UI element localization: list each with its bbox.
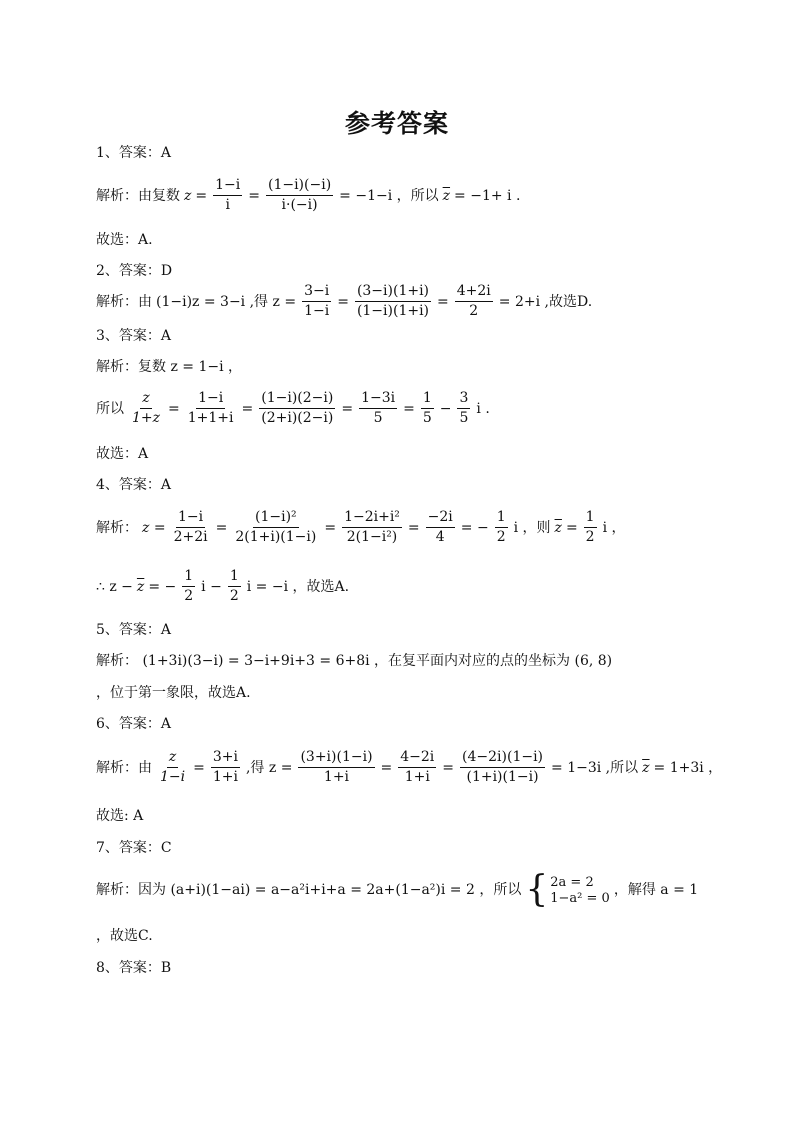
- fraction: $\frac{4-2i}{1+i}$: [400, 749, 435, 786]
- fraction: $\frac{z}{1-i}$: [160, 749, 186, 786]
- fraction: $\frac{1}{2}$: [184, 568, 194, 605]
- fraction: $\frac{(1-i)(-i)}{i\cdot(-i)}$: [267, 177, 332, 214]
- q8-answer: 8、答案：B: [96, 960, 172, 976]
- fraction: $\frac{1-3i}{5}$: [361, 390, 396, 427]
- q3-explanation: 解析：复数 z = 1−i ，: [96, 359, 243, 375]
- equation-system: { 2a = 2 1−a² = 0: [525, 869, 610, 910]
- q1-explanation: 解析：由复数 z = $\frac{1-i}{i}$ = $\frac{(1-i)(-i)}{i\cdot(-i)}$ = −1−i ，所以 $\overline{z}$ = −1+ i .: [96, 177, 521, 214]
- q7-explanation: 解析：因为 (a+i)(1−ai) = a−a²i+i+a = 2a+(1−a²)i = 2 ，所以 { 2a = 2 1−a² = 0 ，解得 a = 1: [96, 869, 699, 910]
- q1-choose: 故选：A.: [96, 232, 153, 248]
- q7-answer: 7、答案：C: [96, 840, 172, 856]
- q2-explanation: 解析：由 (1−i)z = 3−i ,得 z = $\frac{3-i}{1-i}$ = $\frac{(3-i)(1+i)}{(1-i)(1+i)}$ = $\frac{4+2i}{2}$ = 2+i ,故选D.: [96, 283, 593, 320]
- q2-answer: 2、答案：D: [96, 263, 173, 279]
- q7-continuation: ，故选C.: [96, 928, 153, 944]
- q3-derivation: 所以 $\frac{z}{1+z}$ = $\frac{1-i}{1+1+i}$ = $\frac{(1-i)(2-i)}{(2+i)(2-i)}$ = $\frac{1-3i}{5}$ = $\frac{1}{5}$ − $\frac{3}{5}$ i .: [96, 390, 490, 427]
- q3-choose: 故选：A: [96, 446, 149, 462]
- fraction: $\frac{3+i}{1+i}$: [212, 749, 238, 786]
- fraction: $\frac{-2i}{4}$: [427, 509, 453, 546]
- q4-answer: 4、答案：A: [96, 477, 172, 493]
- q3-answer: 3、答案：A: [96, 328, 172, 344]
- fraction: $\frac{1}{2}$: [229, 568, 239, 605]
- fraction: $\frac{(3-i)(1+i)}{(1-i)(1+i)}$: [356, 283, 430, 320]
- q4-explanation: 解析： z = $\frac{1-i}{2+2i}$ = $\frac{\text{(1−i)²}}{2(1+i)(1-i)}$ = $\frac{\text{1−2i+i²}}{\text{2(1−i²)}}$ = $\frac{-2i}{4}$ = − $\frac{1}{2}$ i ，则 $\overline{z}$ = $\frac{1}{2}$ i ，: [96, 509, 626, 546]
- fraction: $\frac{1}{2}$: [585, 509, 595, 546]
- fraction: $\frac{1-i}{2+2i}$: [173, 509, 208, 546]
- fraction: $\frac{(1-i)(2-i)}{(2+i)(2-i)}$: [261, 390, 334, 427]
- q5-continuation: ，位于第一象限，故选A.: [96, 685, 251, 701]
- fraction: $\frac{\text{1−2i+i²}}{\text{2(1−i²)}}$: [344, 509, 400, 546]
- fraction: $\frac{4+2i}{2}$: [456, 283, 491, 320]
- fraction: $\frac{(3+i)(1-i)}{1+i}$: [300, 749, 373, 786]
- fraction: $\frac{3-i}{1-i}$: [304, 283, 330, 320]
- fraction: $\frac{1-i}{i}$: [215, 177, 241, 214]
- fraction: $\frac{\text{(1−i)²}}{2(1+i)(1-i)}$: [235, 509, 317, 546]
- fraction: $\frac{z}{1+z}$: [132, 390, 161, 427]
- page-title: 参考答案: [344, 109, 449, 138]
- fraction: $\frac{3}{5}$: [459, 390, 469, 427]
- fraction: $\frac{1-i}{1+1+i}$: [187, 390, 234, 427]
- fraction: $\frac{(4-2i)(1-i)}{(1+i)(1-i)}$: [462, 749, 544, 786]
- q4-conclusion: ∴ z − $\overline{z}$ = − $\frac{1}{2}$ i − $\frac{1}{2}$ i = −i ，故选A.: [96, 568, 350, 605]
- fraction: $\frac{1}{2}$: [496, 509, 506, 546]
- q5-explanation: 解析： (1+3i)(3−i) = 3−i+9i+3 = 6+8i ，在复平面内对应的点的坐标为 (6, 8): [96, 653, 613, 669]
- q1-answer: 1、答案：A: [96, 145, 172, 161]
- fraction: $\frac{1}{5}$: [422, 390, 432, 427]
- q6-choose: 故选: A: [96, 808, 144, 824]
- q6-explanation: 解析：由 $\frac{z}{1-i}$ = $\frac{3+i}{1+i}$ ,得 z = $\frac{(3+i)(1-i)}{1+i}$ = $\frac{4-2i}{1+i}$ = $\frac{(4-2i)(1-i)}{(1+i)(1-i)}$ = 1−3i ,所以 $\overline{z}$ = 1+3i ，: [96, 749, 723, 786]
- q6-answer: 6、答案：A: [96, 716, 172, 732]
- q5-answer: 5、答案：A: [96, 622, 172, 638]
